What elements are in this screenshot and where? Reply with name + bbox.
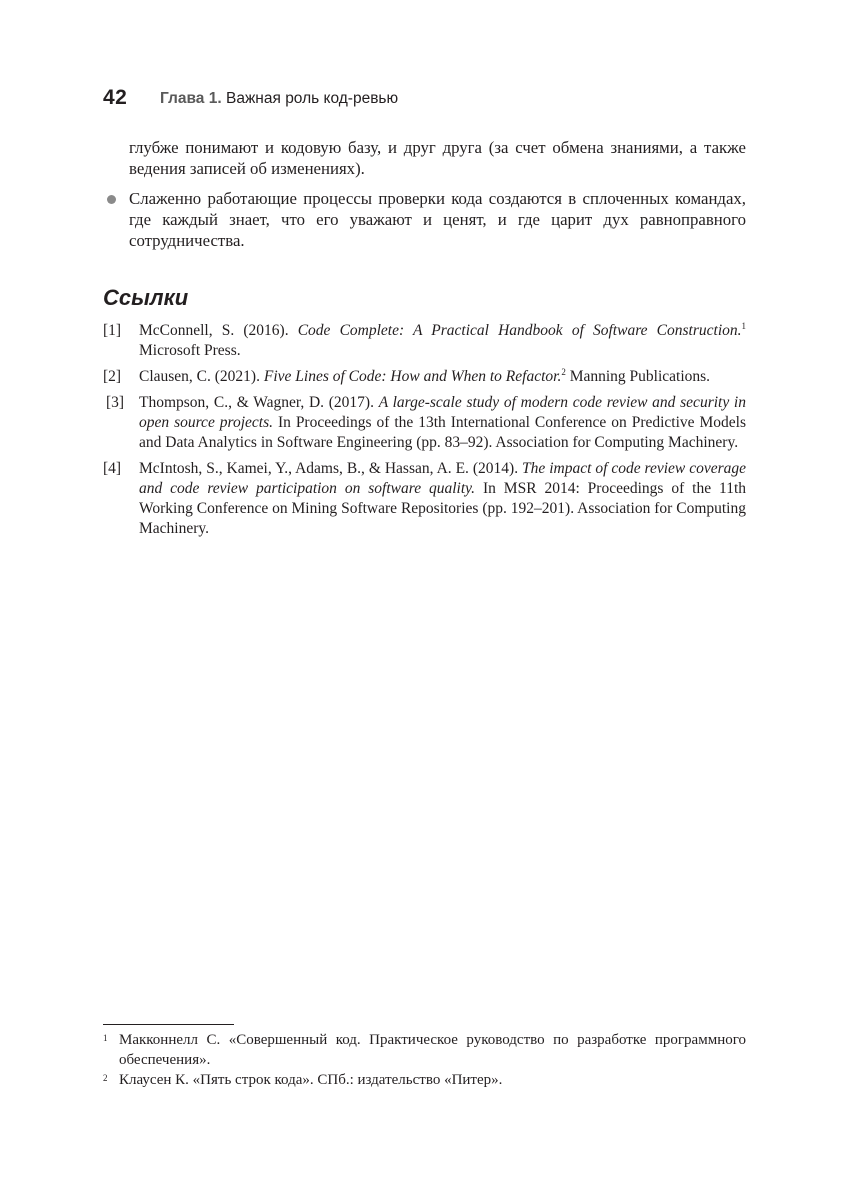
continuation-paragraph: глубже понимают и кодовую базу, и друг друга (за счет обмена знаниями, а также ведения записей об изменениях). — [129, 138, 746, 178]
reference-number: [2] — [103, 368, 122, 385]
reference-authors: Thompson, C., & Wagner, D. (2017). — [139, 394, 379, 411]
footnote-ref[interactable]: 2 — [561, 366, 566, 377]
reference-item — [103, 393, 746, 453]
reference-item — [103, 367, 746, 387]
footnote-ref[interactable]: 1 — [741, 320, 747, 331]
reference-text — [139, 321, 746, 361]
footnotes — [103, 1031, 746, 1092]
footnote-item — [103, 1031, 746, 1070]
reference-text — [139, 393, 746, 453]
reference-item — [103, 321, 746, 361]
reference-authors: McIntosh, S., Kamei, Y., Adams, B., & Hassan, A. E. (2014). — [139, 460, 523, 477]
reference-title: A large-scale study of modern code review and security in open source projects. — [139, 394, 746, 431]
reference-title: Code Complete: A Practical Handbook of Software Construction. — [297, 322, 742, 339]
reference-authors: McConnell, S. (2016). — [139, 322, 298, 339]
reference-text — [139, 367, 746, 387]
reference-number: [4] — [103, 460, 122, 477]
reference-title: Five Lines of Code: How and When to Refactor. — [263, 368, 562, 385]
page-number: 42 — [103, 86, 128, 109]
chapter-label: Глава 1. — [160, 90, 222, 107]
reference-publisher: Microsoft Press. — [139, 342, 241, 359]
running-header — [103, 86, 743, 110]
reference-publisher: Manning Publications. — [565, 368, 711, 385]
reference-publisher: In Proceedings of the 13th International Conference on Predictive Models and Data Analytics in Software Engineering (pp. 83–92). Association for Computing Machinery. — [139, 414, 746, 451]
footnote-divider — [103, 1024, 234, 1025]
chapter-title: Важная роль код-ревью — [225, 90, 399, 107]
reference-item — [103, 459, 746, 539]
footnote-item — [103, 1071, 746, 1091]
reference-number: [3] — [106, 394, 125, 411]
reference-title: The impact of code review coverage and code review participation on software quality. — [139, 460, 746, 497]
section-title: Ссылки — [103, 285, 189, 310]
reference-number: [1] — [103, 322, 122, 339]
reference-publisher: In MSR 2014: Proceedings of the 11th Working Conference on Mining Software Repositories (pp. 192–201). Association for Computing Machinery. — [139, 480, 746, 537]
footnote-text: Макконнелл С. «Совершенный код. Практическое руководство по разработке программного обеспечения». — [119, 1032, 746, 1068]
footnote-mark: 2 — [103, 1073, 108, 1083]
bullet-icon — [107, 195, 116, 204]
bullet-paragraph: Слаженно работающие процессы проверки кода создаются в сплоченных командах, где каждый знает, что его уважают и ценят, и где царит дух равноправного сотрудничества. — [129, 189, 746, 250]
footnote-text: Клаусен К. «Пять строк кода». СПб.: издательство «Питер». — [119, 1072, 503, 1088]
running-head — [160, 90, 398, 108]
reference-list — [103, 321, 746, 545]
footnote-mark: 1 — [103, 1033, 108, 1043]
reference-text — [139, 459, 746, 539]
reference-authors: Clausen, C. (2021). — [139, 368, 264, 385]
